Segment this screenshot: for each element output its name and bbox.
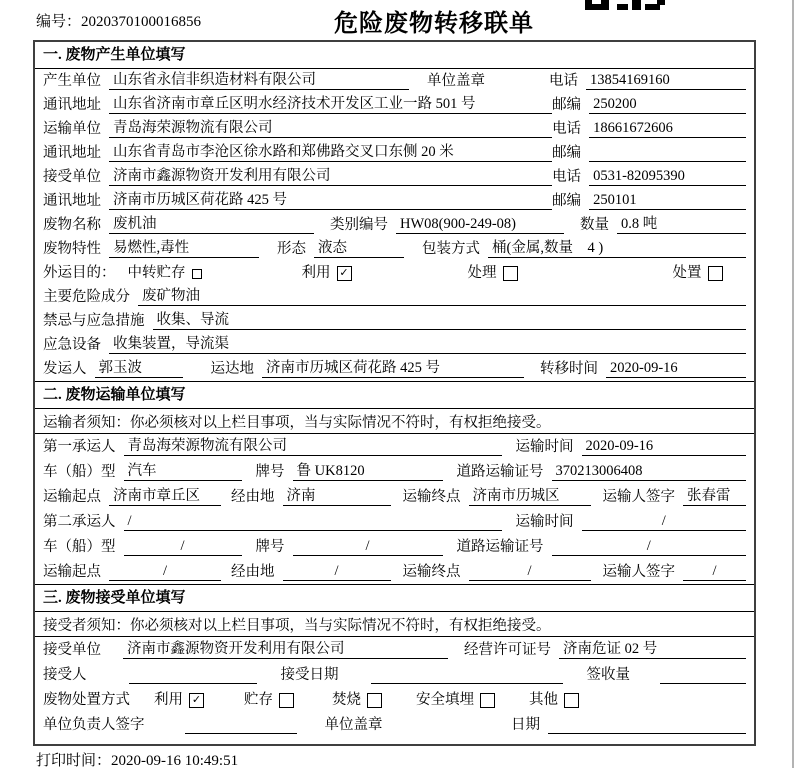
receive-unit-field: 济南市鑫源物资开发利用有限公司 bbox=[123, 640, 448, 659]
date2-label: 日期 bbox=[511, 717, 540, 733]
character-field: 易燃性,毒性 bbox=[109, 239, 259, 258]
equipment-field: 收集装置，导流渠 bbox=[109, 335, 746, 354]
form-row bbox=[35, 459, 754, 484]
transporter-notice bbox=[35, 409, 754, 434]
disposal-option-other bbox=[529, 691, 579, 709]
transporter-address-field: 山东省青岛市李沧区徐水路和郑佛路交叉口东侧 20 米 bbox=[109, 143, 552, 162]
carrier2-field: / bbox=[124, 512, 502, 531]
checkbox-label: 利用 bbox=[154, 692, 183, 708]
producer-phone-field: 13854169160 bbox=[586, 71, 746, 90]
page-title: 危险废物转移联单 bbox=[334, 11, 534, 37]
form-row-purpose bbox=[35, 261, 754, 285]
origin2-field: / bbox=[109, 562, 221, 581]
zip3-label: 邮编 bbox=[552, 193, 582, 209]
disposal-option-incinerate bbox=[332, 691, 382, 709]
receiver-label: 接受单位 bbox=[43, 169, 101, 185]
purpose-label: 外运目的： bbox=[43, 265, 116, 281]
responsible-sign-field bbox=[185, 733, 297, 734]
time2-label: 运输时间 bbox=[515, 514, 574, 530]
form-row bbox=[35, 237, 754, 261]
qr-code-icon bbox=[585, 0, 669, 11]
transporter-label: 运输单位 bbox=[43, 121, 101, 137]
consignor-label: 发运人 bbox=[43, 361, 87, 377]
section1-header: 一. 废物产生单位填写 bbox=[35, 42, 754, 69]
form-state-label: 形态 bbox=[277, 241, 306, 257]
time2-field: / bbox=[582, 512, 747, 531]
form-row bbox=[35, 93, 754, 117]
destination-field: 济南市历城区荷花路 425 号 bbox=[262, 359, 524, 378]
checkbox-label: 利用 bbox=[301, 265, 331, 281]
form-row bbox=[35, 712, 754, 737]
waste-name-field: 废机油 bbox=[109, 215, 314, 234]
form-row bbox=[35, 117, 754, 141]
form-row bbox=[35, 662, 754, 687]
zip2-label: 邮编 bbox=[552, 145, 582, 161]
form-row bbox=[35, 213, 754, 237]
hazard-field: 废矿物油 bbox=[138, 287, 746, 306]
checkbox-icon bbox=[279, 693, 294, 708]
checkbox-icon bbox=[367, 693, 382, 708]
print-time-value: 2020-09-16 10:49:51 bbox=[111, 753, 239, 768]
via2-label: 经由地 bbox=[231, 564, 275, 580]
phone1-label: 电话 bbox=[549, 73, 578, 89]
address3-label: 通讯地址 bbox=[43, 193, 101, 209]
serial-number bbox=[36, 10, 201, 31]
via1-field: 济南 bbox=[283, 487, 391, 506]
receive-date-label: 接受日期 bbox=[280, 667, 339, 683]
receive-person-label: 接受人 bbox=[43, 667, 87, 683]
purpose-option-dispose bbox=[673, 264, 723, 282]
character-label: 废物特性 bbox=[43, 241, 101, 257]
carrier1-field: 青岛海荣源物流有限公司 bbox=[124, 437, 502, 456]
received-amount-field bbox=[660, 683, 746, 684]
form-row bbox=[35, 189, 754, 213]
checkbox-icon bbox=[503, 266, 518, 281]
form-row bbox=[35, 141, 754, 165]
print-time-label: 打印时间： bbox=[36, 753, 112, 768]
form-row bbox=[35, 333, 754, 357]
receive-unit-label: 接受单位 bbox=[43, 642, 101, 658]
end1-field: 济南市历城区 bbox=[469, 487, 591, 506]
sign2-label: 运输人签字 bbox=[602, 564, 675, 580]
purpose-option-treat bbox=[468, 264, 518, 282]
waste-name-label: 废物名称 bbox=[43, 217, 101, 233]
emergency-label: 禁忌与应急措施 bbox=[43, 313, 145, 329]
print-time bbox=[36, 749, 238, 768]
end2-label: 运输终点 bbox=[402, 564, 461, 580]
origin1-label: 运输起点 bbox=[43, 489, 101, 505]
destination-label: 运达地 bbox=[210, 361, 254, 377]
receiver-notice bbox=[35, 612, 754, 637]
transporter-field: 青岛海荣源物流有限公司 bbox=[109, 119, 552, 138]
checkbox-icon bbox=[708, 266, 723, 281]
transfer-date-label: 转移时间 bbox=[540, 361, 598, 377]
checkbox-checked-icon: ✓ bbox=[337, 266, 352, 281]
plate1-field: 鲁 UK8120 bbox=[293, 462, 443, 481]
via1-label: 经由地 bbox=[231, 489, 275, 505]
time1-field: 2020-09-16 bbox=[582, 437, 747, 456]
form-row bbox=[35, 637, 754, 662]
purpose-option-utilize bbox=[302, 264, 352, 282]
form-row bbox=[35, 165, 754, 189]
form-row bbox=[35, 484, 754, 509]
form-row bbox=[35, 534, 754, 559]
checkbox-label: 处置 bbox=[672, 265, 702, 281]
form-row bbox=[35, 357, 754, 381]
address1-label: 通讯地址 bbox=[43, 97, 101, 113]
sign1-field: 张春雷 bbox=[683, 487, 746, 506]
form-row bbox=[35, 309, 754, 333]
producer-field: 山东省永信非织造材料有限公司 bbox=[109, 71, 409, 90]
quantity-field: 0.8 吨 bbox=[617, 215, 746, 234]
consignor-field: 郭玉波 bbox=[95, 359, 183, 378]
producer-address-field: 山东省济南市章丘区明水经济技术开发区工业一路 501 号 bbox=[109, 95, 552, 114]
checkbox-icon bbox=[192, 269, 202, 279]
plate2-label: 牌号 bbox=[255, 539, 285, 555]
zip1-label: 邮编 bbox=[552, 97, 582, 113]
checkbox-label: 其他 bbox=[529, 692, 558, 708]
end1-label: 运输终点 bbox=[402, 489, 461, 505]
date2-field bbox=[548, 733, 746, 734]
form-row-disposal bbox=[35, 687, 754, 712]
received-amount-label: 签收量 bbox=[586, 667, 630, 683]
vehicle1-field: 汽车 bbox=[124, 462, 242, 481]
checkbox-label: 贮存 bbox=[244, 692, 273, 708]
responsible-sign-label: 单位负责人签字 bbox=[43, 717, 145, 733]
producer-zip-field: 250200 bbox=[589, 95, 746, 114]
section2-header: 二. 废物运输单位填写 bbox=[35, 382, 754, 409]
operating-license-field: 济南危证 02 号 bbox=[559, 640, 746, 659]
section-receiver bbox=[35, 584, 754, 737]
form-row bbox=[35, 559, 754, 584]
transporter-phone-field: 18661672606 bbox=[589, 119, 746, 138]
time1-label: 运输时间 bbox=[515, 439, 574, 455]
category-label: 类别编号 bbox=[330, 217, 388, 233]
operating-license-label: 经营许可证号 bbox=[464, 642, 551, 658]
receiver-phone-field: 0531-82095390 bbox=[589, 167, 746, 186]
vehicle2-label: 车（船）型 bbox=[43, 539, 116, 555]
section3-header: 三. 废物接受单位填写 bbox=[35, 585, 754, 612]
producer-label: 产生单位 bbox=[43, 73, 101, 89]
sign2-field: / bbox=[683, 562, 746, 581]
form-row bbox=[35, 285, 754, 309]
manifest-form bbox=[33, 40, 756, 746]
origin2-label: 运输起点 bbox=[43, 564, 101, 580]
serial-label: 编号： bbox=[36, 14, 82, 30]
form-row bbox=[35, 509, 754, 534]
origin1-field: 济南市章丘区 bbox=[109, 487, 221, 506]
disposal-option-landfill bbox=[416, 691, 495, 709]
section-producer bbox=[35, 42, 754, 381]
receiver-address-field: 济南市历城区荷花路 425 号 bbox=[109, 191, 552, 210]
checkbox-label: 焚烧 bbox=[332, 692, 361, 708]
packing-label: 包装方式 bbox=[422, 241, 480, 257]
checkbox-label: 中转贮存 bbox=[127, 265, 186, 281]
license2-field: / bbox=[552, 537, 747, 556]
equipment-label: 应急设备 bbox=[43, 337, 101, 353]
emergency-field: 收集、导流 bbox=[153, 311, 747, 330]
via2-field: / bbox=[283, 562, 391, 581]
plate1-label: 牌号 bbox=[255, 464, 285, 480]
receiver-zip-field: 250101 bbox=[589, 191, 746, 210]
phone3-label: 电话 bbox=[552, 169, 582, 185]
receiver-field: 济南市鑫源物资开发利用有限公司 bbox=[109, 167, 552, 186]
form-row bbox=[35, 69, 754, 93]
license1-field: 370213006408 bbox=[552, 462, 747, 481]
section-transport bbox=[35, 381, 754, 584]
license2-label: 道路运输证号 bbox=[456, 539, 544, 555]
end2-field: / bbox=[469, 562, 591, 581]
checkbox-checked-icon: ✓ bbox=[189, 693, 204, 708]
notice-text: 接受者须知：你必须核对以上栏目事项，当与实际情况不符时，有权拒绝接受。 bbox=[43, 617, 551, 634]
unit-seal-label: 单位盖章 bbox=[324, 717, 383, 733]
vehicle2-field: / bbox=[124, 537, 242, 556]
seal-label: 单位盖章 bbox=[427, 73, 485, 89]
purpose-option-transfer-storage bbox=[128, 264, 202, 282]
category-field: HW08(900-249-08) bbox=[396, 215, 564, 234]
receive-date-field bbox=[371, 683, 563, 684]
vehicle1-label: 车（船）型 bbox=[43, 464, 116, 480]
disposal-option-utilize bbox=[154, 691, 204, 709]
checkbox-label: 安全填埋 bbox=[416, 692, 474, 708]
hazard-label: 主要危险成分 bbox=[43, 289, 130, 305]
address2-label: 通讯地址 bbox=[43, 145, 101, 161]
checkbox-label: 处理 bbox=[467, 265, 497, 281]
form-row bbox=[35, 434, 754, 459]
plate2-field: / bbox=[293, 537, 443, 556]
checkbox-icon bbox=[480, 693, 495, 708]
phone2-label: 电话 bbox=[552, 121, 582, 137]
sign1-label: 运输人签字 bbox=[602, 489, 675, 505]
carrier1-label: 第一承运人 bbox=[43, 439, 116, 455]
form-state-field: 液态 bbox=[314, 239, 404, 258]
notice-text: 运输者须知：你必须核对以上栏目事项，当与实际情况不符时，有权拒绝接受。 bbox=[43, 414, 551, 431]
disposal-label: 废物处置方式 bbox=[43, 692, 130, 708]
transporter-zip-field bbox=[589, 161, 746, 162]
packing-field: 桶(金属,数量 4 ) bbox=[488, 239, 746, 258]
serial-value: 2020370100016856 bbox=[81, 14, 202, 30]
checkbox-icon bbox=[564, 693, 579, 708]
receive-person-field bbox=[129, 683, 257, 684]
quantity-label: 数量 bbox=[580, 217, 609, 233]
license1-label: 道路运输证号 bbox=[456, 464, 544, 480]
page-edge-divider bbox=[792, 0, 794, 768]
disposal-option-storage bbox=[244, 691, 294, 709]
carrier2-label: 第二承运人 bbox=[43, 514, 116, 530]
transfer-date-field: 2020-09-16 bbox=[606, 359, 746, 378]
